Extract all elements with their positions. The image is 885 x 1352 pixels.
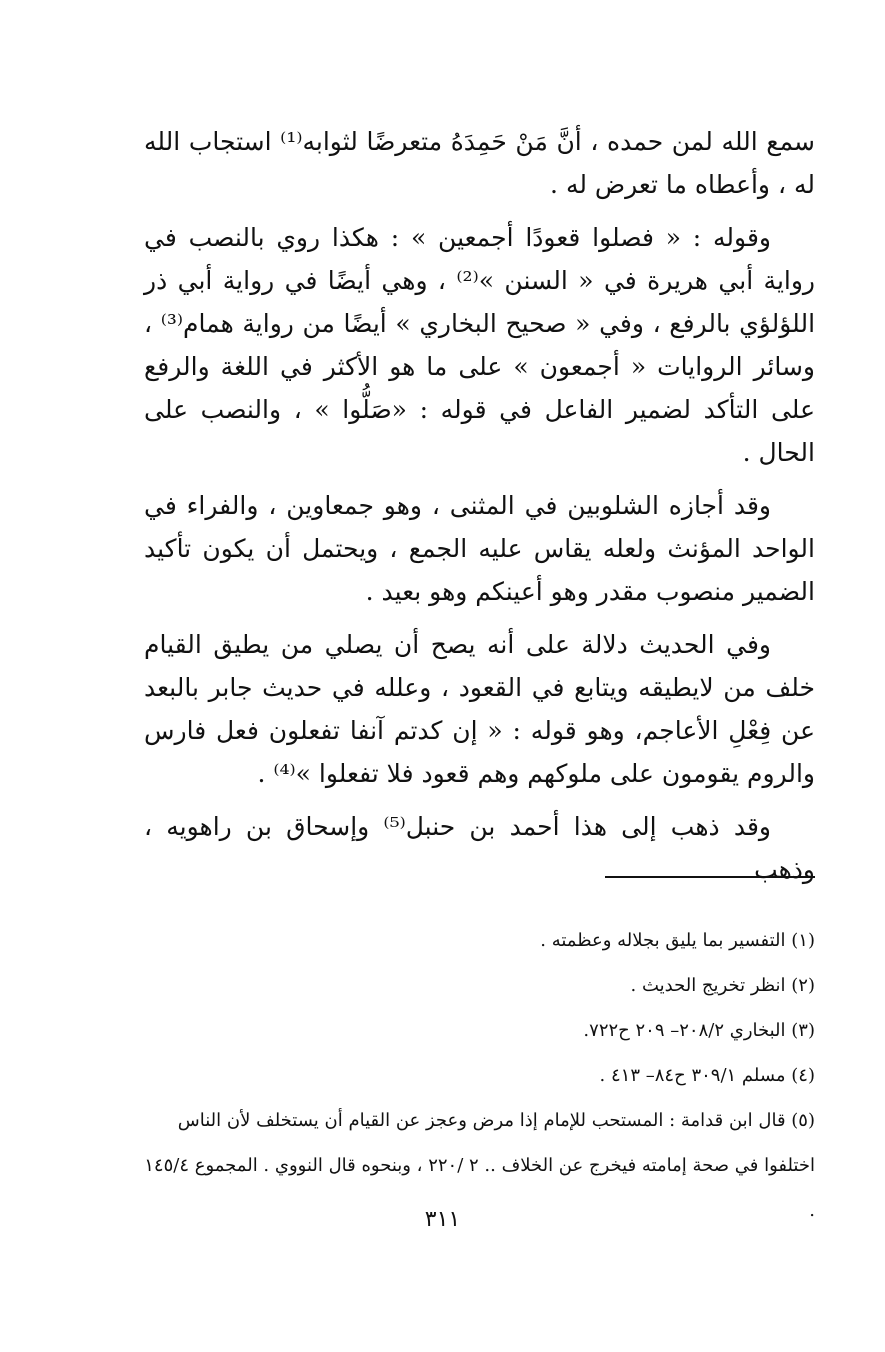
- footnote-5: (٥) قال ابن قدامة : المستحب للإمام إذا مرض وعجز عن القيام أن يستخلف لأن الناس اختلفوا في صحة إمامته فيخرج عن الخلاف .. ٢ /٢٢٠ ، وبنحوه قال النووي . المجموع ١٤٥/٤ .: [144, 1110, 815, 1221]
- page-number: ٣١١: [424, 1207, 461, 1232]
- footnote-2: (٢) انظر تخريج الحديث .: [630, 975, 815, 996]
- footnote-1: (١) التفسير بما يليق بجلاله وعظمته .: [540, 930, 815, 951]
- paragraph-1: سمع الله لمن حمده ، أنَّ مَنْ حَمِدَهُ متعرضًا لثوابه⁽¹⁾ استجاب الله له ، وأعطاه ما تعرض له .: [144, 127, 815, 199]
- footnote-separator: [605, 876, 815, 878]
- footnotes: [144, 918, 815, 1233]
- main-text: [144, 120, 815, 891]
- footnote-3: (٣) البخاري ٢٠٨/٢– ٢٠٩ ح٧٢٢.: [583, 1020, 815, 1041]
- footnote-4: (٤) مسلم ٣٠٩/١ ح٨٤– ٤١٣ .: [599, 1065, 815, 1086]
- paragraph-2: وقوله : « فصلوا قعودًا أجمعين » : هكذا روي بالنصب في رواية أبي هريرة في « السنن »⁽²⁾ ، وهي أيضًا في رواية أبي ذر اللؤلؤي بالرفع ، وفي « صحيح البخاري » أيضًا من رواية همام⁽³⁾ ، وسائر الروايات « أجمعون » على ما هو الأكثر في اللغة والرفع على التأكد لضمير الفاعل في قوله : «صَلُّوا » ، والنصب على الحال .: [144, 223, 816, 467]
- paragraph-5: وقد ذهب إلى هذا أحمد بن حنبل⁽⁵⁾ وإسحاق بن راهويه ، وذهب: [144, 812, 815, 884]
- paragraph-3: وقد أجازه الشلوبين في المثنى ، وهو جمعاوين ، والفراء في الواحد المؤنث ولعله يقاس عليه الجمع ، ويحتمل أن يكون تأكيد الضمير منصوب مقدر وهو أعينكم وهو بعيد .: [144, 491, 815, 606]
- paragraph-4: وفي الحديث دلالة على أنه يصح أن يصلي من يطيق القيام خلف من لايطيقه ويتابع في القعود ، وعلله في حديث جابر بالبعد عن فِعْلِ الأعاجم، وهو قوله : « إن كدتم آنفا تفعلون فعل فارس والروم يقومون على ملوكهم وهم قعود فلا تفعلوا »⁽⁴⁾ .: [144, 630, 815, 788]
